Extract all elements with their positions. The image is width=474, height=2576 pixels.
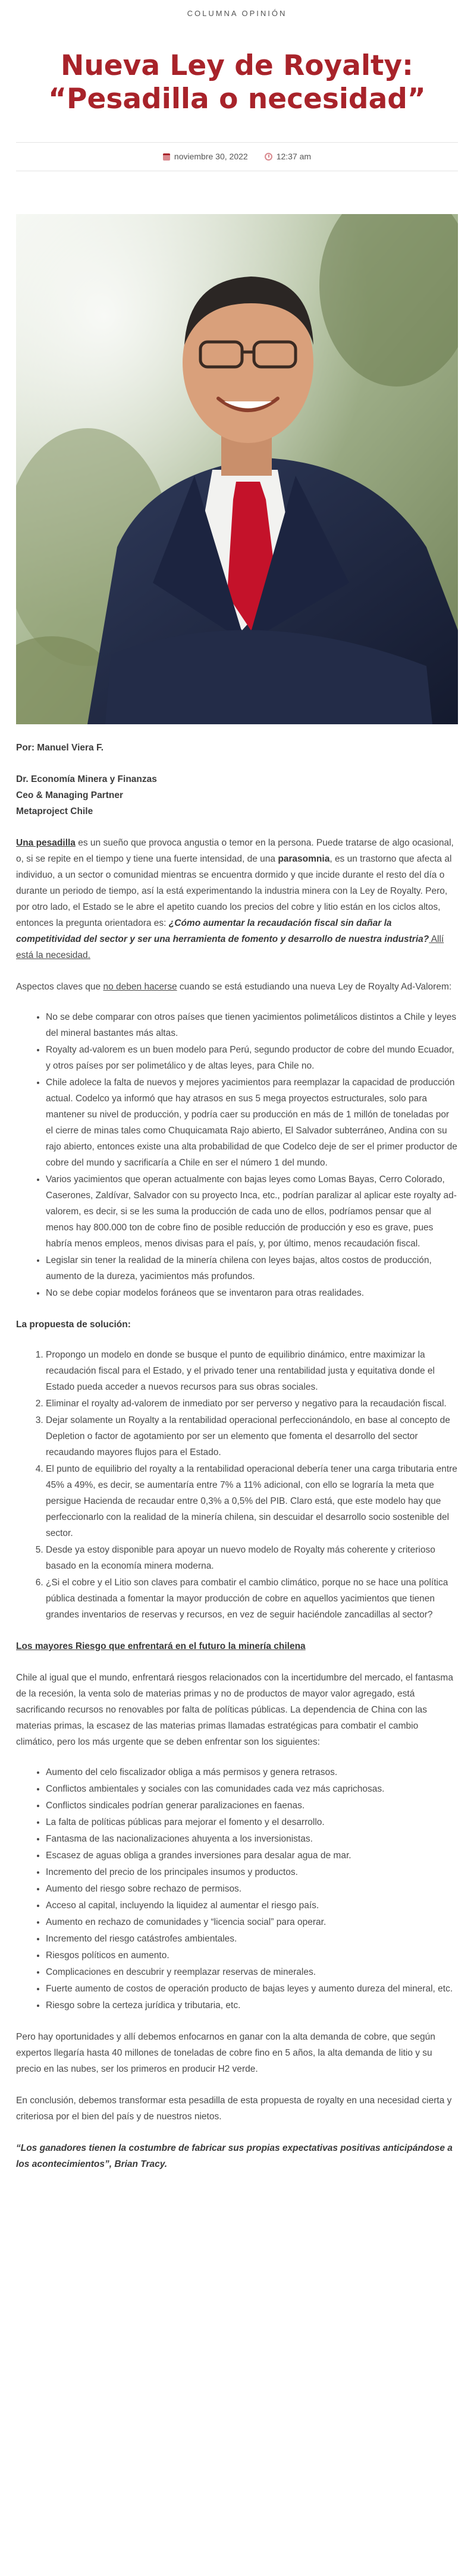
intro-text-2: , es un trastorno que afecta al individuo, a un sector o comunidad mientras se encuentra dormido y que incide durante el resto del día o durante un periodo de tiempo, así la está experimentando la industria minera con la Ley de Royalty. Pero, por otro lado, el Estado se le abre el apetito cuando los precios del cobre y litio están en los ciclos altos, entonces la pregunta orientadora es: <box>16 854 452 928</box>
aspects-underlined: no deben hacerse <box>103 982 177 992</box>
list-item: • Aumento del riesgo sobre rechazo de permisos. <box>46 1881 458 1897</box>
credential-line: Metaproject Chile <box>16 806 93 816</box>
author-credentials <box>16 771 458 819</box>
list-item: • Fuerte aumento de costos de operación producto de bajas leyes y aumento dureza del mineral, etc. <box>46 1981 458 1997</box>
list-item: • Complicaciones en descubrir y reemplazar reservas de minerales. <box>46 1964 458 1980</box>
conclusion-paragraph: En conclusión, debemos transformar esta pesadilla de esta propuesta de royalty en una necesidad cierta y criteriosa por el bien del país y de nuestros nietos. <box>16 2096 452 2122</box>
list-item: • Riesgo sobre la certeza jurídica y tributaria, etc. <box>46 1997 458 2013</box>
aspects-list <box>16 1009 458 1301</box>
proposal-heading: La propuesta de solución: <box>16 1320 131 1330</box>
publish-time: 12:37 am <box>276 152 312 161</box>
list-item: • Chile adolece la falta de nuevos y mejores yacimientos para reemplazar la capacidad de producción actual. Codelco ya informó que hay atrasos en sus 5 mega proyectos estructurales, solo para mantener su nivel de producción, y podría caer su producción en más de 1 millón de toneladas por el cierre de minas tales como Chuquicamata Rajo abierto, El Salvador subterráneo, Andina con su rajo abierto, entonces existe una alta probabilidad de que Codelco deje de ser el primer productor de cobre del mundo y sacrificaría a Chile en ser el número 1 del mundo. <box>46 1075 458 1171</box>
list-item: 3. Dejar solamente un Royalty a la rentabilidad operacional perfeccionándolo, en base al concepto de Depletion o factor de agotamiento por ser un elemento que fomenta el desarrollo del sector recaudando mayores flujos para el Estado. <box>46 1412 458 1460</box>
credential-line: Ceo & Managing Partner <box>16 790 123 800</box>
list-item: 2. Eliminar el royalty ad-valorem de inmediato por ser perverso y negativo para la recaudación fiscal. <box>46 1396 458 1412</box>
list-item: • No se debe copiar modelos foráneos que se inventaron para otras realidades. <box>46 1285 458 1301</box>
article-meta <box>16 142 458 171</box>
category-label[interactable]: COLUMNA OPINIÓN <box>187 9 287 18</box>
opportunity-paragraph: Pero hay oportunidades y allí debemos enfocarnos en ganar con la alta demanda de cobre, que según expertos llegaría hasta 40 millones de toneladas de cobre fino en 5 años, la alta demanda de litio y su precio en las nubes, ser los primeros en producir H2 verde. <box>16 2032 435 2074</box>
intro-text-1: es un sueño que provoca angustia o temor en la persona. Puede tratarse de algo ocasional, o, si se repite en el tiempo y tiene una fuerte intensidad, de una <box>16 838 454 864</box>
list-item: 4. El punto de equilibrio del royalty a la rentabilidad operacional debería tener una carga tributaria entre 45% a 49%, es decir, se aumentaría entre 7% a 11% adicional, con ello se lograría la meta que persigue Hacienda de recaudar entre 0,3% a 0,5% del PIB. Claro está, que este modelo hay que perfeccionarlo con la realidad de la minería chilena, sin descuidar el desarrollo socio sostenible del sector. <box>46 1461 458 1541</box>
intro-paragraph <box>16 835 458 963</box>
list-item: • Varios yacimientos que operan actualmente con bajas leyes como Lomas Bayas, Cerro Colorado, Caserones, Zaldívar, Salvador con su proyecto Inca, etc., podrían paralizar al aplicar este royalty ad-valorem, es decir, si se les suma la producción de cada uno de ellos, podríamos pensar que al menos hay 800.000 ton de cobre fino de posible reducción de producción y eso es grave, pues habría menos empleos, menos divisas para el país, y, por último, menos recaudación fiscal. <box>46 1171 458 1252</box>
publish-date[interactable]: noviembre 30, 2022 <box>174 152 248 161</box>
clock-icon <box>265 153 272 161</box>
time-meta <box>265 149 311 165</box>
aspects-post: cuando se está estudiando una nueva Ley de Royalty Ad-Valorem: <box>177 982 452 992</box>
credential-line: Dr. Economía Minera y Finanzas <box>16 774 157 784</box>
list-item: • Riesgos políticos en aumento. <box>46 1947 458 1964</box>
risks-list <box>16 1764 458 2013</box>
closing-quote: “Los ganadores tienen la costumbre de fabricar sus propias expectativas positivas anticipándose a los acontecimientos”, Brian Tracy. <box>16 2143 453 2169</box>
article <box>16 0 458 2172</box>
list-item: 1. Propongo un modelo en donde se busque el punto de equilibrio dinámico, entre maximizar la recaudación fiscal para el Estado, y el privado tener una rentabilidad justa y equitativa donde el Estado pueda acceder a nuevos recursos para sus obras sociales. <box>46 1347 458 1395</box>
calendar-icon <box>163 153 170 161</box>
date-meta <box>163 149 248 165</box>
list-item: • Incremento del riesgo catástrofes ambientales. <box>46 1931 458 1947</box>
list-item: • Conflictos ambientales y sociales con las comunidades cada vez más caprichosas. <box>46 1781 458 1797</box>
aspects-intro <box>16 979 458 995</box>
list-item: • Aumento del celo fiscalizador obliga a más permisos y genera retrasos. <box>46 1764 458 1780</box>
risks-intro: Chile al igual que el mundo, enfrentará riesgos relacionados con la incertidumbre del mercado, el fantasma de la recesión, la venta solo de materias primas y no de productos de mayor valor agregado, está sacrificando recursos no renovables por falta de políticas públicas. La dependencia de China con las materias primas, la escasez de las materias primas llamadas estratégicas para combatir el cambio climático, pero los más urgente que se deben enfrentar son los siguientes: <box>16 1673 453 1747</box>
title-line-1: Nueva Ley de Royalty: <box>61 49 413 82</box>
aspects-pre: Aspectos claves que <box>16 982 103 992</box>
list-item: • Conflictos sindicales podrían generar paralizaciones en faenas. <box>46 1798 458 1814</box>
list-item: • No se debe comparar con otros países que tienen yacimientos polimetálicos distintos a Chile y leyes del mineral bastantes más altas. <box>46 1009 458 1041</box>
list-item: • La falta de políticas públicas para mejorar el fomento y el desarrollo. <box>46 1814 458 1830</box>
title-line-2: “Pesadilla o necesidad” <box>48 83 426 115</box>
intro-term-pesadilla: Una pesadilla <box>16 838 76 848</box>
list-item: • Aumento en rechazo de comunidades y “licencia social” para operar. <box>46 1914 458 1930</box>
intro-question: ¿Cómo aumentar la recaudación fiscal sin dañar la competitividad del sector y ser una herramienta de fomento y desarrollo de nuestra industria? <box>16 918 429 944</box>
list-item: • Royalty ad-valorem es un buen modelo para Perú, segundo productor de cobre del mundo Ecuador, y otros países por ser polimetálico y de altas leyes, para Chile no. <box>46 1042 458 1074</box>
author-byline: Por: Manuel Viera F. <box>16 743 104 753</box>
list-item: • Legislar sin tener la realidad de la minería chilena con leyes bajas, altos costos de producción, aumento de la dureza, yacimientos más profundos. <box>46 1252 458 1284</box>
article-title <box>16 49 458 116</box>
list-item: 5. Desde ya estoy disponible para apoyar un nuevo modelo de Royalty más coherente y criterioso basado en la economía minera moderna. <box>46 1542 458 1574</box>
intro-term-parasomnia: parasomnia <box>278 854 330 864</box>
proposal-list <box>16 1347 458 1623</box>
list-item: • Incremento del precio de los principales insumos y productos. <box>46 1864 458 1880</box>
risks-heading: Los mayores Riesgo que enfrentará en el futuro la minería chilena <box>16 1641 306 1651</box>
author-photo <box>16 214 458 724</box>
intro-closing: Allí está la necesidad. <box>16 934 444 960</box>
list-item: • Escasez de aguas obliga a grandes inversiones para desalar agua de mar. <box>46 1848 458 1864</box>
list-item: • Fantasma de las nacionalizaciones ahuyenta a los inversionistas. <box>46 1831 458 1847</box>
list-item: • Acceso al capital, incluyendo la liquidez al aumentar el riesgo país. <box>46 1898 458 1914</box>
list-item: 6. ¿Si el cobre y el Litio son claves para combatir el cambio climático, porque no se hace una política pública destinada a fomentar la mayor producción de cobre en aquellos yacimientos que tienen grandes inventarios de reservas y recursos, en vez de seguir haciéndole zancadillas al sector? <box>46 1575 458 1623</box>
